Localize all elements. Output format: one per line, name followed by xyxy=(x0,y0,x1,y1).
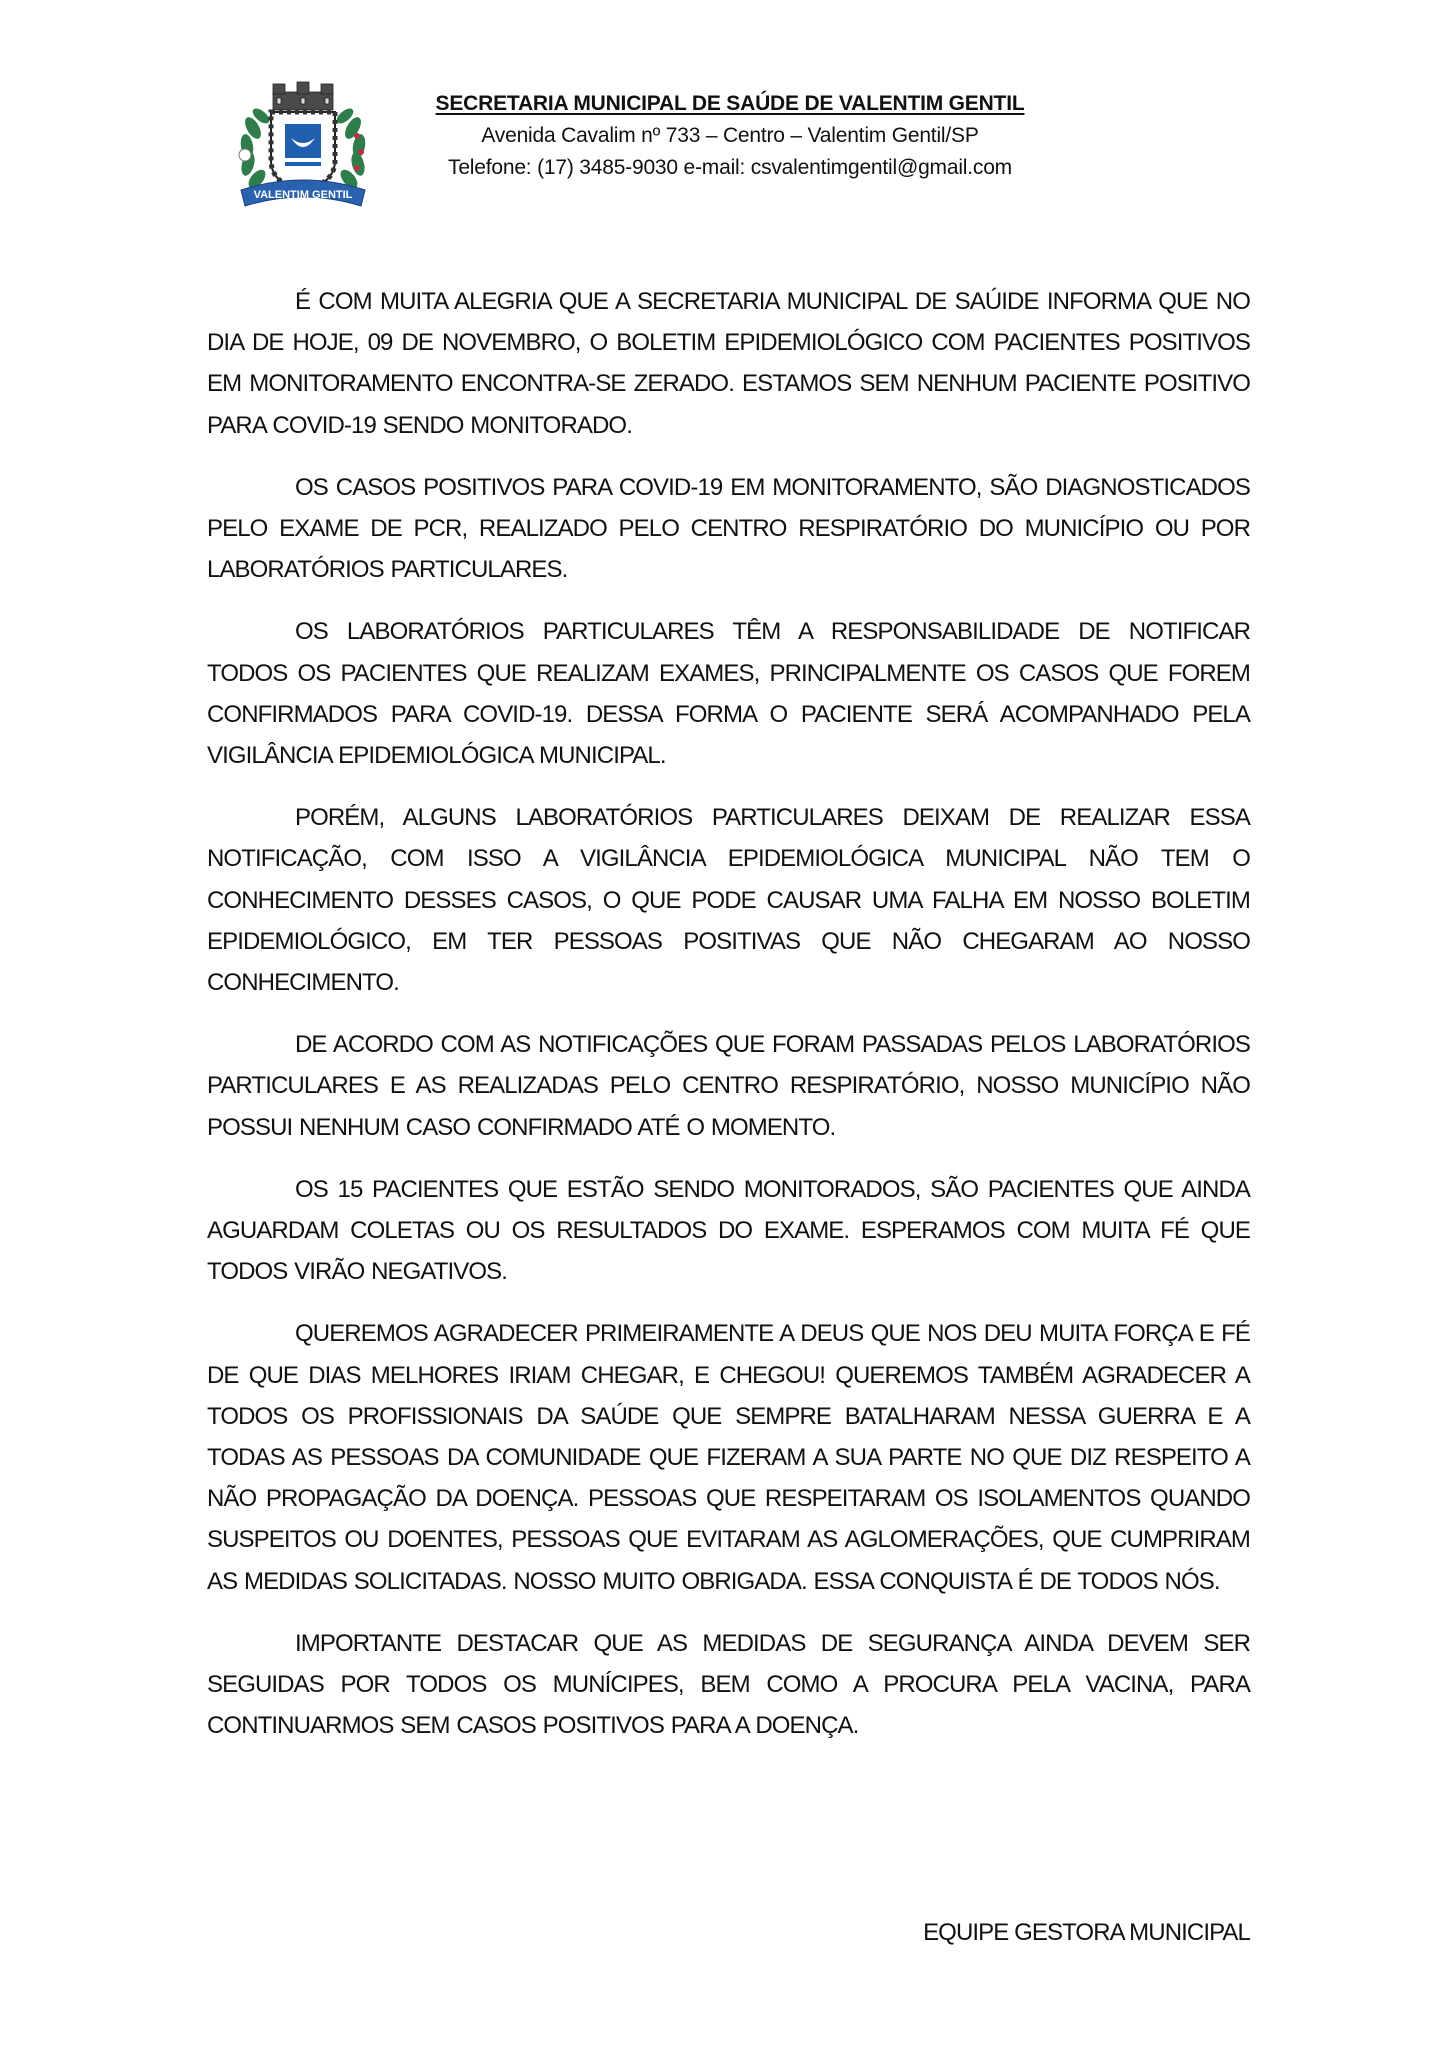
shield xyxy=(271,112,335,190)
document-body xyxy=(207,281,1250,1768)
letterhead-address: Avenida Cavalim nº 733 – Centro – Valentim Gentil/SP xyxy=(481,124,979,147)
paragraph-notification-gap: PORÉM, ALGUNS LABORATÓRIOS PARTICULARES DEIXAM DE REALIZAR ESSA NOTIFICAÇÃO, COM ISSO A VIGILÂNCIA EPIDEMIOLÓGICA MUNICIPAL NÃO TEM O CONHECIMENTO DESSES CASOS, O QUE PODE CAUSAR UMA FALHA EM NOSSO BOLETIM EPIDEMIOLÓGICO, EM TER PESSOAS POSITIVAS QUE NÃO CHEGARAM AO NOSSO CONHECIMENTO. xyxy=(207,804,1250,997)
paragraph-safety-measures: IMPORTANTE DESTACAR QUE AS MEDIDAS DE SEGURANÇA AINDA DEVEM SER SEGUIDAS POR TODOS OS MUNÍCIPES, BEM COMO A PROCURA PELA VACINA, PARA CONTINUARMOS SEM CASOS POSITIVOS PARA A DOENÇA. xyxy=(207,1629,1250,1740)
paragraph-monitored-patients: OS 15 PACIENTES QUE ESTÃO SENDO MONITORADOS, SÃO PACIENTES QUE AINDA AGUARDAM COLETAS OU OS RESULTADOS DO EXAME. ESPERAMOS COM MUITA FÉ QUE TODOS VIRÃO NEGATIVOS. xyxy=(207,1175,1250,1286)
signature: EQUIPE GESTORA MUNICIPAL xyxy=(923,1919,1250,1946)
paragraph-no-confirmed-cases: DE ACORDO COM AS NOTIFICAÇÕES QUE FORAM PASSADAS PELOS LABORATÓRIOS PARTICULARES E AS REALIZADAS PELO CENTRO RESPIRATÓRIO, NOSSO MUNICÍPIO NÃO POSSUI NENHUM CASO CONFIRMADO ATÉ O MOMENTO. xyxy=(207,1031,1250,1141)
paragraph-announcement: É COM MUITA ALEGRIA QUE A SECRETARIA MUNICIPAL DE SAÚIDE INFORMA QUE NO DIA DE HOJE, 09 DE NOVEMBRO, O BOLETIM EPIDEMIOLÓGICO COM PACIENTES POSITIVOS EM MONITORAMENTO ENCONTRA-SE ZERADO. ESTAMOS SEM NENHUM PACIENTE POSITIVO PARA COVID-19 SENDO MONITORADO. xyxy=(207,288,1250,439)
laurel-left xyxy=(239,106,272,192)
paragraph-thanks: QUEREMOS AGRADECER PRIMEIRAMENTE A DEUS QUE NOS DEU MUITA FORÇA E FÉ DE QUE DIAS MELHORES IRIAM CHEGAR, E CHEGOU! QUEREMOS TAMBÉM AGRADECER A TODOS OS PROFISSIONAIS DA SAÚDE QUE SEMPRE BATALHARAM NESSA GUERRA E A TODAS AS PESSOAS DA COMUNIDADE QUE FIZERAM A SUA PARTE NO QUE DIZ RESPEITO A NÃO PROPAGAÇÃO DA DOENÇA. PESSOAS QUE RESPEITARAM OS ISOLAMENTOS QUANDO SUSPEITOS OU DOENTES, PESSOAS QUE EVITARAM AS AGLOMERAÇÕES, QUE CUMPRIRAM AS MEDIDAS SOLICITADAS. NOSSO MUITO OBRIGADA. ESSA CONQUISTA É DE TODOS NÓS. xyxy=(207,1320,1250,1595)
letterhead xyxy=(0,0,1448,230)
coat-of-arms-icon xyxy=(233,78,373,213)
paragraph-diagnosis: OS CASOS POSITIVOS PARA COVID-19 EM MONITORAMENTO, SÃO DIAGNOSTICADOS PELO EXAME DE PCR, REALIZADO PELO CENTRO RESPIRATÓRIO DO MUNICÍPIO OU POR LABORATÓRIOS PARTICULARES. xyxy=(207,473,1250,584)
letterhead-contact: Telefone: (17) 3485-9030 e-mail: csvalentimgentil@gmail.com xyxy=(448,156,1012,179)
letterhead-title: SECRETARIA MUNICIPAL DE SAÚDE DE VALENTIM GENTIL xyxy=(435,92,1025,115)
laurel-right xyxy=(334,106,367,192)
paragraph-lab-responsibility: OS LABORATÓRIOS PARTICULARES TÊM A RESPONSABILIDADE DE NOTIFICAR TODOS OS PACIENTES QUE REALIZAM EXAMES, PRINCIPALMENTE OS CASOS QUE FOREM CONFIRMADOS PARA COVID-19. DESSA FORMA O PACIENTE SERÁ ACOMPANHADO PELA VIGILÂNCIA EPIDEMIOLÓGICA MUNICIPAL. xyxy=(207,618,1250,770)
letterhead-text xyxy=(380,88,1080,184)
mural-crown xyxy=(273,82,333,110)
coat-of-arms-graphic xyxy=(233,78,373,213)
crest-ribbon-text: VALENTIM GENTIL xyxy=(253,189,353,201)
